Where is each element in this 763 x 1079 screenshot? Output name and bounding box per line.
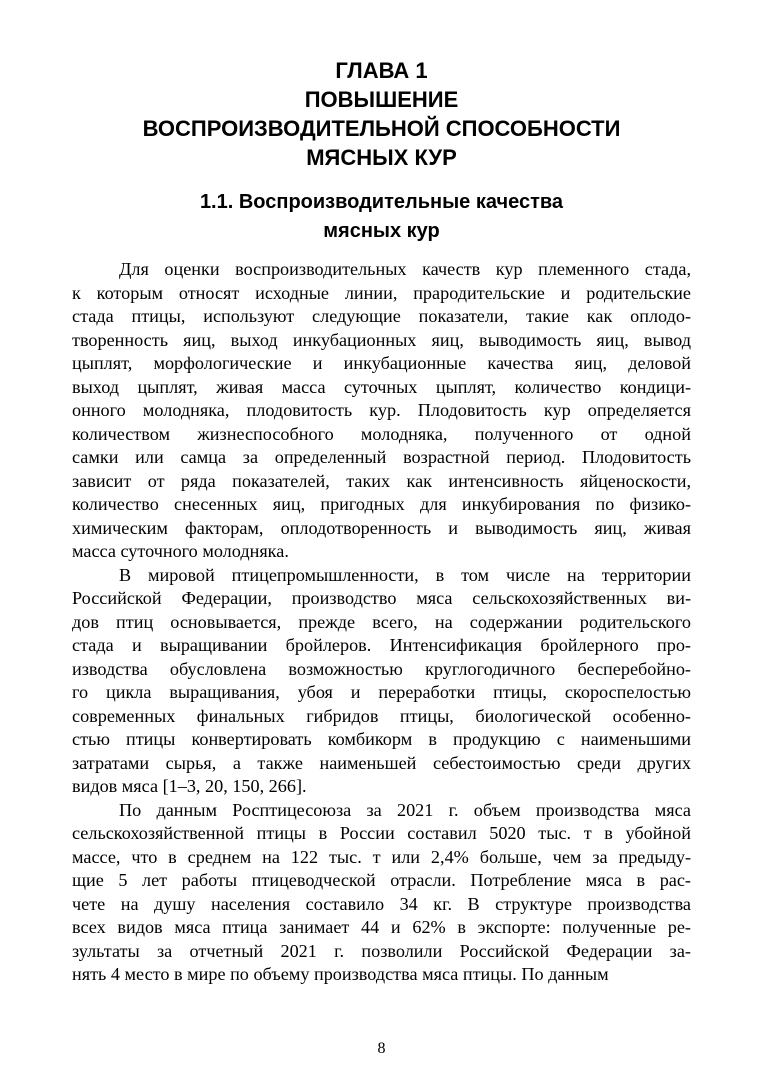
- body-text: [72, 258, 691, 987]
- paragraph-line: к которым относят исходные линии, прародительские и родительские: [72, 282, 691, 303]
- paragraph-line: видов мяса [1–3, 20, 150, 266].: [72, 776, 307, 796]
- paragraph-line: дов птиц основывается, прежде всего, на содержании родительского: [72, 611, 691, 632]
- paragraph-line: выход цыплят, живая масса суточных цыплят, количество кондици-: [72, 376, 691, 397]
- paragraph-line: нять 4 место в мире по объему производства мяса птицы. По данным: [72, 964, 609, 984]
- paragraph-line: стью птицы конвертировать комбикорм в продукцию с наименьшими: [72, 729, 691, 749]
- section-heading-line: мясных кур: [323, 220, 440, 242]
- paragraph-line: масса суточного молодняка.: [72, 541, 289, 561]
- paragraph: [72, 258, 691, 564]
- paragraph-line: цыплят, морфологические и инкубационные качества яиц, деловой: [72, 353, 691, 373]
- paragraph-line: онного молодняка, плодовитость кур. Плодовитость кур определяется: [72, 400, 691, 420]
- paragraph-line: щие 5 лет работы птицеводческой отрасли. Потребление мяса в рас-: [72, 870, 691, 890]
- chapter-title-line: МЯСНЫХ КУР: [306, 145, 457, 170]
- paragraph: [72, 799, 691, 987]
- paragraph-line: По данным Росптицесоюза за 2021 г. объем производства мяса: [119, 799, 691, 820]
- paragraph-line: сельскохозяйственной птицы в России составил 5020 тыс. т в убойной: [72, 823, 691, 843]
- chapter-title-line: ВОСПРОИЗВОДИТЕЛЬНОЙ СПОСОБНОСТИ: [142, 116, 621, 141]
- paragraph-line: чете на душу населения составило 34 кг. В структуре производства: [72, 893, 691, 914]
- paragraph-line: зультаты за отчетный 2021 г. позволили Российской Федерации за-: [72, 940, 691, 961]
- paragraph-line: массе, что в среднем на 122 тыс. т или 2,4% больше, чем за предыду-: [72, 846, 691, 867]
- chapter-title: [60, 56, 703, 172]
- paragraph-line: самки или самца за определенный возрастной период. Плодовитость: [72, 447, 691, 467]
- paragraph-line: затратами сырья, а также наименьшей себестоимостью среди других: [72, 752, 691, 773]
- paragraph-line: стада и выращивании бройлеров. Интенсификация бройлерного про-: [72, 635, 691, 655]
- paragraph-line: изводства обусловлена возможностью круглогодичного бесперебойно-: [72, 658, 691, 679]
- paragraph-line: всех видов мяса птица занимает 44 и 62% в экспорте: полученные ре-: [72, 917, 691, 937]
- paragraph-line: стада птицы, используют следующие показатели, такие как оплодо-: [72, 306, 691, 326]
- paragraph-line: современных финальных гибридов птицы, биологической особенно-: [72, 705, 691, 726]
- paragraph-line: Российской Федерации, производство мяса сельскохозяйственных ви-: [72, 588, 691, 608]
- paragraph-line: количество снесенных яиц, пригодных для инкубирования по физико-: [72, 494, 691, 514]
- paragraph-line: количеством жизнеспособного молодняка, полученного от одной: [72, 423, 691, 444]
- section-heading-line: 1.1. Воспроизводительные качества: [199, 191, 564, 213]
- paragraph-line: го цикла выращивания, убоя и переработки птицы, скороспелостью: [72, 682, 691, 702]
- paragraph: [72, 564, 691, 799]
- paragraph-line: химическим факторам, оплодотворенность и выводимость яиц, живая: [72, 517, 691, 538]
- section-heading: [60, 188, 703, 246]
- paragraph-line: творенность яиц, выход инкубационных яиц, выводимость яиц, вывод: [72, 329, 691, 350]
- page-number: 8: [377, 1040, 386, 1057]
- chapter-title-line: ПОВЫШЕНИЕ: [304, 87, 459, 112]
- paragraph-line: В мировой птицепромышленности, в том числе на территории: [119, 564, 691, 585]
- paragraph-line: зависит от ряда показателей, таких как интенсивность яйценоскости,: [72, 470, 691, 491]
- chapter-title-line: ГЛАВА 1: [335, 58, 428, 83]
- paragraph-line: Для оценки воспроизводительных качеств кур племенного стада,: [119, 259, 691, 279]
